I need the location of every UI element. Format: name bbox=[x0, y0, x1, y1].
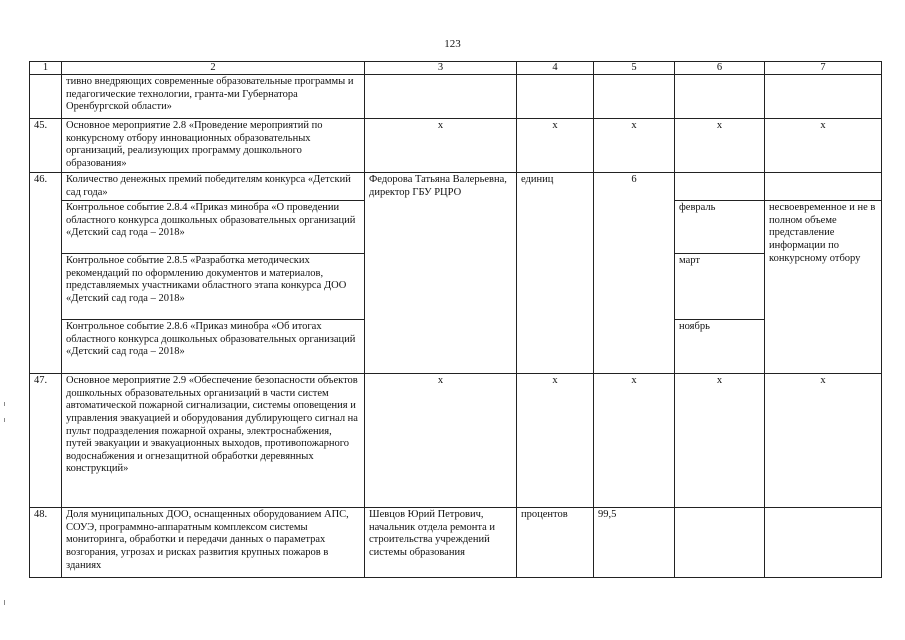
table-row-47 bbox=[30, 374, 882, 508]
date-cell: х bbox=[675, 119, 765, 173]
control-event-description: Контрольное событие 2.8.6 «Приказ минобра «Об итогах областного конкурса дошкольных образовательных организаций «Детский сад года – 2018» bbox=[62, 320, 365, 374]
responsible-cell: х bbox=[365, 119, 517, 173]
control-event-description: Контрольное событие 2.8.5 «Разработка методических рекомендаций по оформлению документов и материалов, представляемых участниками областного этапа конкурса ДОО «Детский сад года – 2018» bbox=[62, 254, 365, 320]
description-cell: тивно внедряющих современные образовательные программы и педагогические технологии, гранта-ми Губернатора Оренбургской области» bbox=[62, 75, 365, 119]
date-cell bbox=[675, 75, 765, 119]
scan-mark bbox=[4, 402, 5, 406]
value-cell: х bbox=[594, 119, 675, 173]
control-event-month: март bbox=[675, 254, 765, 320]
responsible-cell: Федорова Татьяна Валерьевна, директор ГБУ РЦРО bbox=[365, 173, 517, 374]
description-cell: Количество денежных премий победителям конкурса «Детский сад года» bbox=[62, 173, 365, 201]
value-cell: 6 bbox=[594, 173, 675, 374]
value-cell bbox=[594, 75, 675, 119]
header-cell-2: 2 bbox=[62, 62, 365, 75]
table-row-46 bbox=[30, 173, 882, 201]
table-row-45 bbox=[30, 119, 882, 173]
control-event-description: Контрольное событие 2.8.4 «Приказ минобра «О проведении областного конкурса дошкольных образовательных организаций «Детский сад года – 2018» bbox=[62, 201, 365, 254]
unit-cell: х bbox=[517, 119, 594, 173]
scan-mark bbox=[4, 418, 5, 422]
num-cell bbox=[30, 75, 62, 119]
scan-mark bbox=[4, 600, 5, 605]
header-cell-3: 3 bbox=[365, 62, 517, 75]
control-event-month: февраль bbox=[675, 201, 765, 254]
responsible-cell bbox=[365, 75, 517, 119]
risk-cell bbox=[765, 75, 882, 119]
measures-table bbox=[29, 61, 882, 578]
date-cell bbox=[675, 508, 765, 578]
header-cell-5: 5 bbox=[594, 62, 675, 75]
table-row-48 bbox=[30, 508, 882, 578]
row-number: 46. bbox=[30, 173, 62, 374]
table-row-continuation bbox=[30, 75, 882, 119]
row-number: 45. bbox=[30, 119, 62, 173]
row-number: 48. bbox=[30, 508, 62, 578]
control-event-month: ноябрь bbox=[675, 320, 765, 374]
header-row bbox=[30, 62, 882, 75]
description-cell: Основное мероприятие 2.8 «Проведение мероприятий по конкурсному отбору инновационных образовательных организаций, реализующих программу дошкольного образования» bbox=[62, 119, 365, 173]
unit-cell: процентов bbox=[517, 508, 594, 578]
risk-cell bbox=[765, 173, 882, 201]
header-cell-7: 7 bbox=[765, 62, 882, 75]
header-cell-1: 1 bbox=[30, 62, 62, 75]
date-cell: х bbox=[675, 374, 765, 508]
risk-cell bbox=[765, 508, 882, 578]
risk-cell: х bbox=[765, 374, 882, 508]
risk-cell: х bbox=[765, 119, 882, 173]
description-cell: Основное мероприятие 2.9 «Обеспечение безопасности объектов дошкольных образовательных организаций в части систем автоматической пожарной сигнализации, системы оповещения и управления эвакуацией и оборудования дублирующего сигнал на пульт подразделения пожарной охраны, электроснабжения, путей эвакуации и эвакуационных выходов, противопожарного водоснабжения и огнезащитной обработки деревянных конструкций» bbox=[62, 374, 365, 508]
header-cell-4: 4 bbox=[517, 62, 594, 75]
unit-cell: х bbox=[517, 374, 594, 508]
unit-cell: единиц bbox=[517, 173, 594, 374]
page-number: 123 bbox=[444, 38, 461, 50]
unit-cell bbox=[517, 75, 594, 119]
responsible-cell: х bbox=[365, 374, 517, 508]
value-cell: х bbox=[594, 374, 675, 508]
header-cell-6: 6 bbox=[675, 62, 765, 75]
date-cell bbox=[675, 173, 765, 201]
description-cell: Доля муниципальных ДОО, оснащенных оборудованием АПС, СОУЭ, программно-аппаратным комплексом системы мониторинга, обработки и передачи данных о параметрах возгорания, угрозах и рисках развития крупных пожаров в зданиях bbox=[62, 508, 365, 578]
value-cell: 99,5 bbox=[594, 508, 675, 578]
responsible-cell: Шевцов Юрий Петрович, начальник отдела ремонта и строительства учреждений системы образования bbox=[365, 508, 517, 578]
row-number: 47. bbox=[30, 374, 62, 508]
risk-cell: несвоевременное и не в полном объеме представление информации по конкурсному отбору bbox=[765, 201, 882, 374]
